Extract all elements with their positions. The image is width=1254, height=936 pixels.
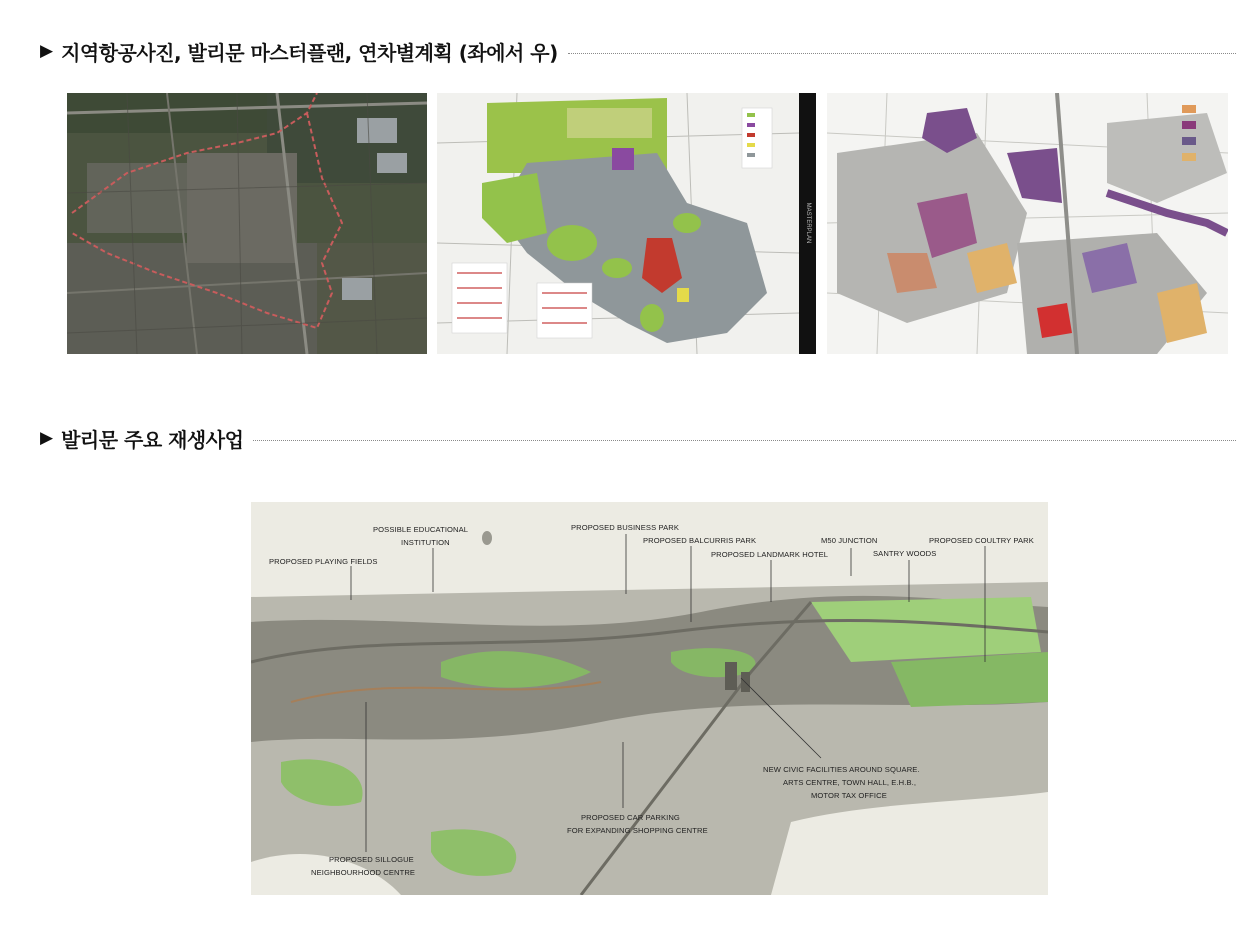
masterplan-side-label: MASTERPLAN [805, 202, 811, 244]
aerial-photo [67, 93, 427, 354]
masterplan-map [437, 93, 816, 354]
section-title: 발리문 주요 재생사업 [61, 427, 244, 452]
triangle-bullet-icon: ▶ [40, 427, 54, 448]
label-m50-junction: M50 JUNCTION [821, 536, 878, 545]
label-country-park: PROPOSED COULTRY PARK [929, 536, 1034, 545]
section-heading-projects [40, 424, 1236, 452]
label-educational-line2: INSTITUTION [401, 538, 450, 547]
label-car-parking-line1: PROPOSED CAR PARKING [581, 813, 680, 822]
label-business-park: PROPOSED BUSINESS PARK [571, 523, 679, 532]
regeneration-sketch [251, 502, 1048, 895]
label-civic-line1: NEW CIVIC FACILITIES AROUND SQUARE. [763, 765, 920, 774]
label-santry-woods: SANTRY WOODS [873, 549, 937, 558]
label-educational-line1: POSSIBLE EDUCATIONAL [373, 525, 469, 534]
dotted-leader [568, 52, 1236, 54]
section-heading-maps [40, 37, 1236, 65]
label-sillogue-line2: NEIGHBOURHOOD CENTRE [311, 868, 416, 877]
section-title: 지역항공사진, 발리문 마스터플랜, 연차별계획 (좌에서 우) [61, 40, 558, 65]
dotted-leader [253, 439, 1236, 441]
label-sillogue-line1: PROPOSED SILLOGUE [329, 855, 414, 864]
label-landmark-hotel: PROPOSED LANDMARK HOTEL [711, 550, 829, 559]
triangle-bullet-icon: ▶ [40, 40, 54, 61]
label-civic-line2: ARTS CENTRE, TOWN HALL, E.H.B., [783, 778, 917, 787]
label-car-parking-line2: FOR EXPANDING SHOPPING CENTRE [567, 826, 708, 835]
phasing-plan-map [827, 93, 1228, 354]
label-playing-fields: PROPOSED PLAYING FIELDS [269, 557, 378, 566]
label-balcurris-park: PROPOSED BALCURRIS PARK [643, 536, 757, 545]
label-civic-line3: MOTOR TAX OFFICE [811, 791, 887, 800]
